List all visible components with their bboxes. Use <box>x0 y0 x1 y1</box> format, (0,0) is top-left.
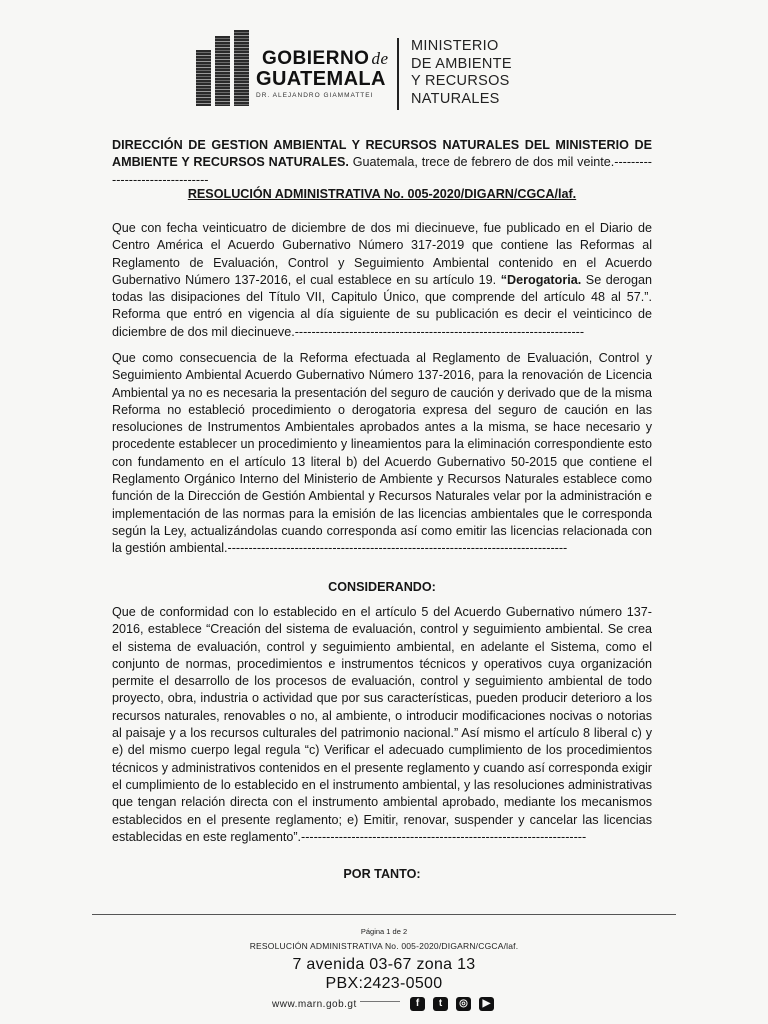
twitter-icon: t <box>433 997 448 1011</box>
heading-bold: DIRECCIÓN DE GESTION AMBIENTAL Y RECURSOS NATURALES DEL MINISTERIO DE AMBIENTE Y RECURSOS NATURALES. <box>112 138 652 170</box>
youtube-icon: ▶ <box>479 997 494 1011</box>
ministry-line: MINISTERIO <box>411 38 499 54</box>
ministry-name <box>411 38 512 108</box>
footer-resolution: RESOLUCIÓN ADMINISTRATIVA No. 005-2020/DIGARN/CGCA/laf. <box>249 941 519 951</box>
ministry-line: NATURALES <box>411 90 500 107</box>
por-tanto-heading: POR TANTO: <box>343 867 421 881</box>
heading-date: Guatemala, trece de febrero de dos mil veinte.-------------------------------- <box>112 155 652 187</box>
resolution-title: RESOLUCIÓN ADMINISTRATIVA No. 005-2020/DIGARN/CGCA/laf. <box>187 187 577 201</box>
derogatoria-term: “Derogatoria. <box>500 272 582 287</box>
footer-website: www.marn.gob.gt <box>272 999 357 1010</box>
paragraph-1: Que con fecha veinticuatro de diciembre de dos mi diecinueve, fue publicado en el Diario de Centro América el Acuerdo Gubernativo Número 317-2019 que contiene las Reformas al Reglamento de Evaluación, Control y Seguimiento Ambiental contenido en el Acuerdo Gubernativo Número 137-2016, el cual establece en su artículo 19. “Derogatoria. Se derogan todas las disipaciones del Título VII, Capitulo Único, que comprende del artículo 48 al 57.”. Reforma que entró en vigencia al día siguiente de su publicación es decir el veinticinco de diciembre de dos mil diecinueve.--------------------------------------------------------------------- <box>112 221 652 339</box>
considerando-heading: CONSIDERANDO: <box>328 580 436 594</box>
gobierno-label: GOBIERNO de <box>262 48 389 69</box>
gobierno-de: de <box>371 49 389 68</box>
social-icons <box>410 997 494 1011</box>
letterhead <box>196 28 596 108</box>
footer-small-divider <box>360 1001 400 1002</box>
facebook-icon: f <box>410 997 425 1011</box>
paragraph-2: Que como consecuencia de la Reforma efectuada al Reglamento de Evaluación, Control y Seguimiento Ambiental Acuerdo Gubernativo Número 137-2016, para la renovación de Licencia Ambiental ya no es necesaria la presentación del seguro de caución y derivado que de la misma Reforma no estableció procedimiento o derogatoria expresa del seguro de caución en las resoluciones de Instrumentos Ambientales aprobados antes a la misma, se hace necesario y procedente establecer un procedimiento y lineamientos para la eliminación correspondiente esto con fundamento en el artículo 13 literal b) del Acuerdo Gubernativo 50-2015 que contiene el Reglamento Orgánico Interno del Ministerio de Ambiente y Recursos Naturales establece como función de la Dirección de Gestión Ambiental y Recursos Naturales velar por la administración e implementación de las normas para la emisión de las licencias ambientales que le corresponda según la Ley, actualizándolas cuando corresponda así como emitir las licencias relacionada con la gestión ambiental.--------------------------------------------------------------------------------- <box>112 351 652 556</box>
footer-divider <box>92 914 676 915</box>
president-name: DR. ALEJANDRO GIAMMATTEI <box>256 92 374 99</box>
ministry-line: Y RECURSOS <box>411 73 510 89</box>
footer-phone: PBX:2423-0500 <box>325 975 443 992</box>
paragraph-3: Que de conformidad con lo establecido en el artículo 5 del Acuerdo Gubernativo número 137-2016, establece “Creación del sistema de evaluación, control y seguimiento ambiental. Se crea el sistema de evaluación, control y seguimiento ambiental, en adelante el Sistema, como el conjunto de normas, procedimientos e instrumentos técnicos y operativos cuya organización permite el desarrollo de los procesos de evaluación, control y seguimiento ambiental de todo proyecto, obra, industria o actividad que por sus características, pueden producir deterioro a los recursos naturales, renovables o no, al ambiente, o introducir modificaciones nocivas o notorias al paisaje y a los recursos culturales del patrimonio nacional.” Así mismo el artículo 8 liberal c) y e) del mismo cuerpo legal regula “c) Verificar el adecuado cumplimiento de los procedimientos técnicos y administrativos contenidos en el presente reglamento y cuando así corresponda exigir el cumplimiento de lo establecido en el instrumento ambiental, y las resoluciones administrativas que tengan relación directa con el instrumento ambiental aprobado, mediante los mecanismos establecidos en el presente reglamento; e) Emitir, renovar, suspender y cancelar las licencias establecidas en este reglamento”.-------------------------------------------------------------------- <box>112 605 652 844</box>
flag-stripe-icon <box>234 30 249 106</box>
footer-address: 7 avenida 03-67 zona 13 <box>292 956 476 973</box>
ministry-line: DE AMBIENTE <box>411 55 512 72</box>
page-number: Página 1 de 2 <box>360 927 408 936</box>
flag-stripe-icon <box>196 50 211 106</box>
flag-stripe-icon <box>215 36 230 106</box>
guatemala-label: GUATEMALA <box>256 68 386 90</box>
header-divider <box>397 38 399 110</box>
document-heading <box>112 137 652 189</box>
instagram-icon: ◎ <box>456 997 471 1011</box>
